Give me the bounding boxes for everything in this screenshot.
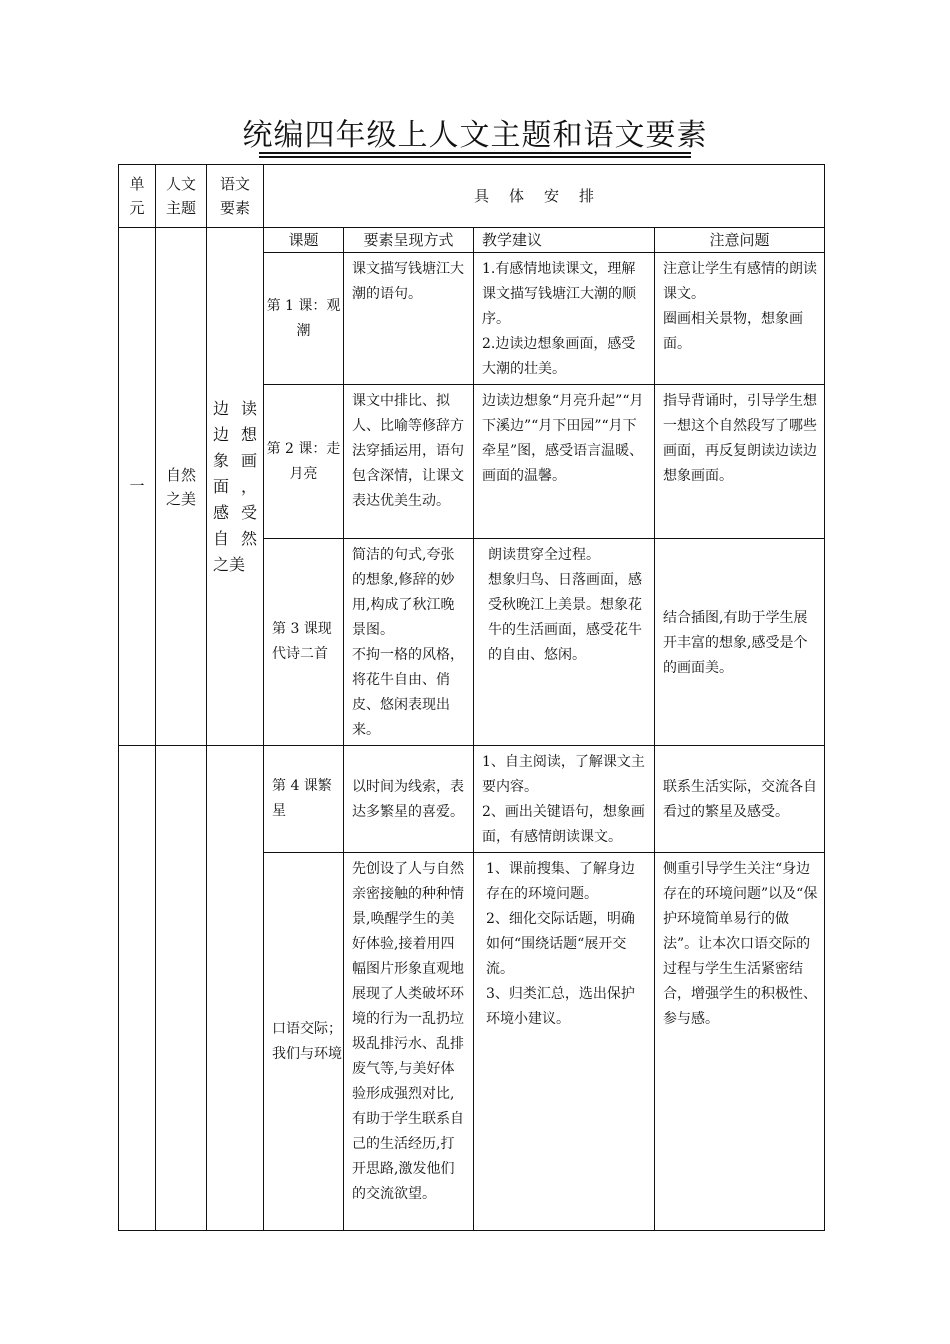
header-row [119,165,825,228]
suggestion-cell: 1.有感情地读课文，理解课文描写钱塘江大潮的顺序。 2.边读边想象画面，感受大潮的壮美。 [474,253,655,385]
lesson-title: 第 2 课：走月亮 [264,385,344,539]
suggestion-cell: 边读边想象“月亮升起”“月下溪边”“月下田园”“月下牵星”图，感受语言温暖、画面的温馨。 [474,385,655,539]
suggestion-cell: 1、课前搜集、了解身边存在的环境问题。 2、细化交际话题，明确如何“围绕话题“展开交流。 3、归类汇总，选出保护环境小建议。 [474,853,655,1231]
table-row [119,746,825,853]
subheader-presentation: 要素呈现方式 [344,228,474,253]
subheader-notes: 注意问题 [655,228,825,253]
lesson-title: 口语交际；我们与环境 [264,853,344,1231]
notes-cell: 结合插图,有助于学生展开丰富的想象,感受是个的画面美。 [655,539,825,746]
subheader-row [119,228,825,253]
suggestion-cell: 朗读贯穿全过程。 想象归鸟、日落画面，感受秋晚江上美景。想象花牛的生活画面，感受花牛的自由、悠闲。 [474,539,655,746]
header-unit: 单元 [119,165,156,228]
header-element: 语文要素 [207,165,264,228]
presentation-cell: 以时间为线索，表达多繁星的喜爱。 [344,746,474,853]
page-title: 统编四年级上人文主题和语文要素 [242,118,708,153]
unit-number: 一 [119,228,156,746]
notes-cell: 注意让学生有感情的朗读课文。 圈画相关景物，想象画面。 [655,253,825,385]
lesson-title: 第 1 课：观潮 [264,253,344,385]
presentation-cell: 课文中排比、拟人、比喻等修辞方法穿插运用，语句包含深情，让课文表达优美生动。 [344,385,474,539]
presentation-cell: 先创设了人与自然亲密接触的种种情景,唤醒学生的美好体验,接着用四幅图片形象直观地展现了人类破坏环境的行为一乱扔垃圾乱排污水、乱排废气等,与美好体验形成强烈对比,有助于学生联系自己的生活经历,打开思路,激发他们的交流欲望。 [344,853,474,1231]
unit-theme: 自然之美 [156,228,207,746]
subheader-lesson: 课题 [264,228,344,253]
header-arrangement: 具体安排 [264,165,825,228]
subheader-suggestion: 教学建议 [474,228,655,253]
title-double-underline [259,152,691,158]
presentation-cell: 简洁的句式,夸张的想象,修辞的妙用,构成了秋江晚景图。 不拘一格的风格，将花牛自由、俏皮、悠闲表现出来。 [344,539,474,746]
arrangement-table [118,164,825,1231]
unit-theme-empty [156,746,207,1231]
suggestion-cell: 1、自主阅读，了解课文主要内容。 2、画出关键语句，想象画面，有感情朗读课文。 [474,746,655,853]
unit-element-empty [207,746,264,1231]
unit-element: 边读边想象画面，感受自然之美 [207,228,264,746]
lesson-title: 第 4 课繁星 [264,746,344,853]
presentation-cell: 课文描写钱塘江大潮的语句。 [344,253,474,385]
notes-cell: 联系生活实际，交流各自看过的繁星及感受。 [655,746,825,853]
lesson-title: 第 3 课现代诗二首 [264,539,344,746]
notes-cell: 侧重引导学生关注“身边存在的环境问题”以及“保护环境简单易行的做法”。让本次口语交际的过程与学生生活紧密结合，增强学生的积极性、参与感。 [655,853,825,1231]
unit-number-empty [119,746,156,1231]
header-theme: 人文主题 [156,165,207,228]
notes-cell: 指导背诵时，引导学生想一想这个自然段写了哪些画面，再反复朗读边读边想象画面。 [655,385,825,539]
